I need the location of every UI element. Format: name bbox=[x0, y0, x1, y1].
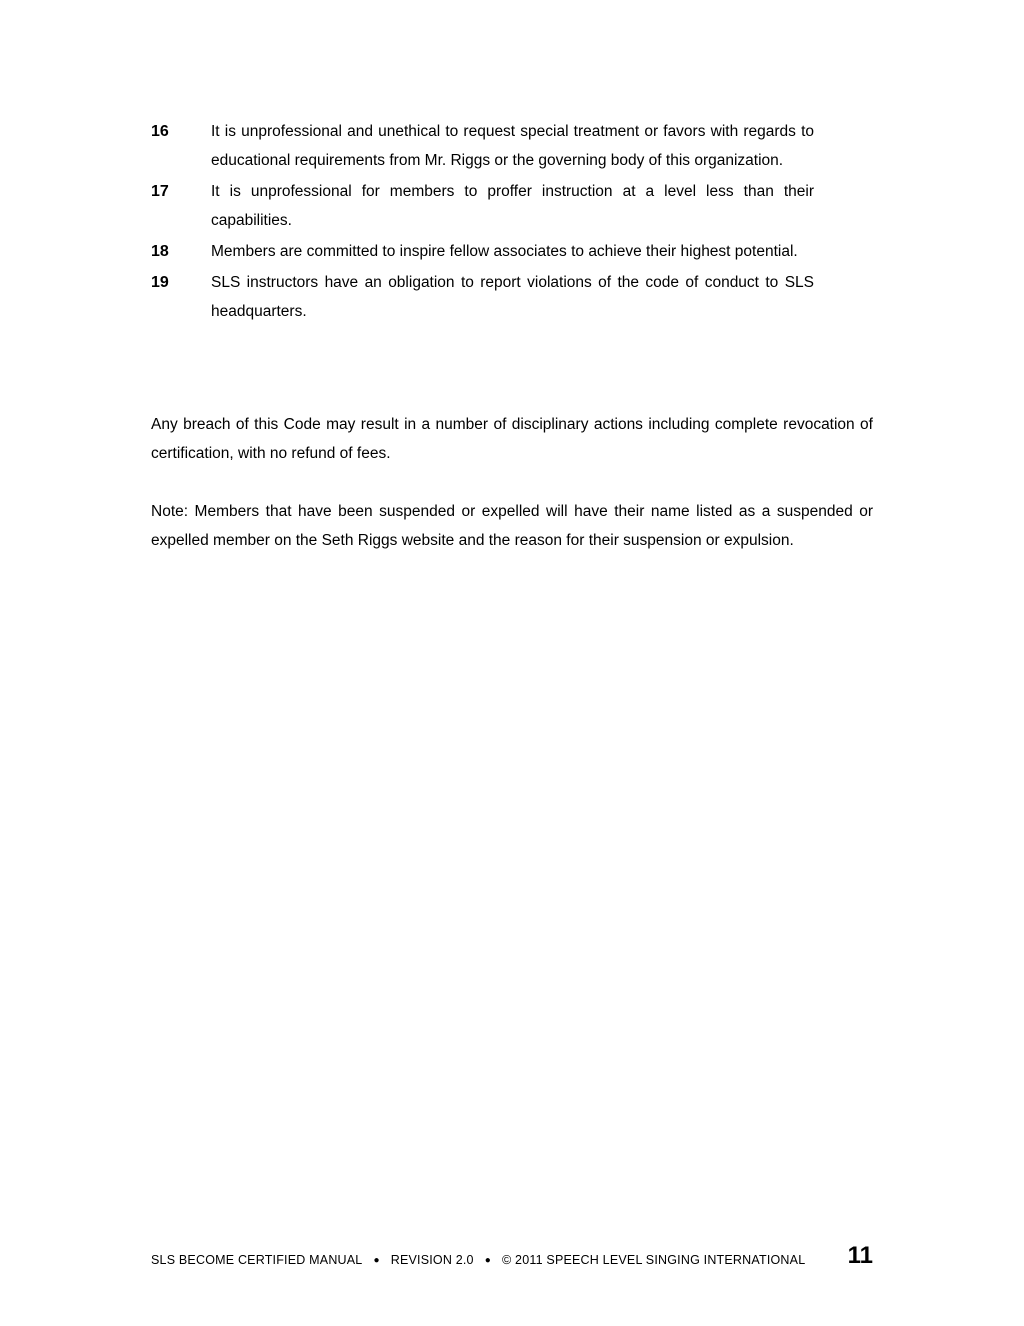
code-of-conduct-list bbox=[151, 117, 814, 328]
footer-bullet: ● bbox=[373, 1254, 380, 1266]
list-item bbox=[151, 177, 814, 235]
page-footer bbox=[151, 1238, 873, 1270]
footer-bullet: ● bbox=[484, 1254, 491, 1266]
item-number: 18 bbox=[151, 243, 169, 260]
item-number: 17 bbox=[151, 183, 169, 200]
item-number: 19 bbox=[151, 274, 169, 291]
item-text: Members are committed to inspire fellow associates to achieve their highest potential. bbox=[211, 243, 798, 260]
list-item bbox=[151, 268, 814, 326]
page-number: 11 bbox=[847, 1242, 873, 1269]
breach-paragraph: Any breach of this Code may result in a number of disciplinary actions including complete revocation of certification, with no refund of fees. bbox=[151, 416, 873, 462]
footer-text bbox=[151, 1253, 805, 1270]
item-text: It is unprofessional and unethical to request special treatment or favors with regards to educational requirements from Mr. Riggs or the governing body of this organization. bbox=[211, 123, 814, 169]
item-number: 16 bbox=[151, 123, 169, 140]
list-item bbox=[151, 117, 814, 175]
footer-copyright: © 2011 SPEECH LEVEL SINGING INTERNATIONAL bbox=[501, 1253, 806, 1267]
list-item bbox=[151, 237, 814, 266]
footer-manual-title: SLS BECOME CERTIFIED MANUAL bbox=[151, 1253, 363, 1267]
item-text: It is unprofessional for members to proffer instruction at a level less than their capabilities. bbox=[211, 183, 814, 229]
footer-revision: REVISION 2.0 bbox=[390, 1253, 474, 1267]
note-paragraph: Note: Members that have been suspended or expelled will have their name listed as a suspended or expelled member on the Seth Riggs website and the reason for their suspension or expulsion. bbox=[151, 503, 873, 549]
item-text: SLS instructors have an obligation to report violations of the code of conduct to SLS headquarters. bbox=[211, 274, 814, 320]
